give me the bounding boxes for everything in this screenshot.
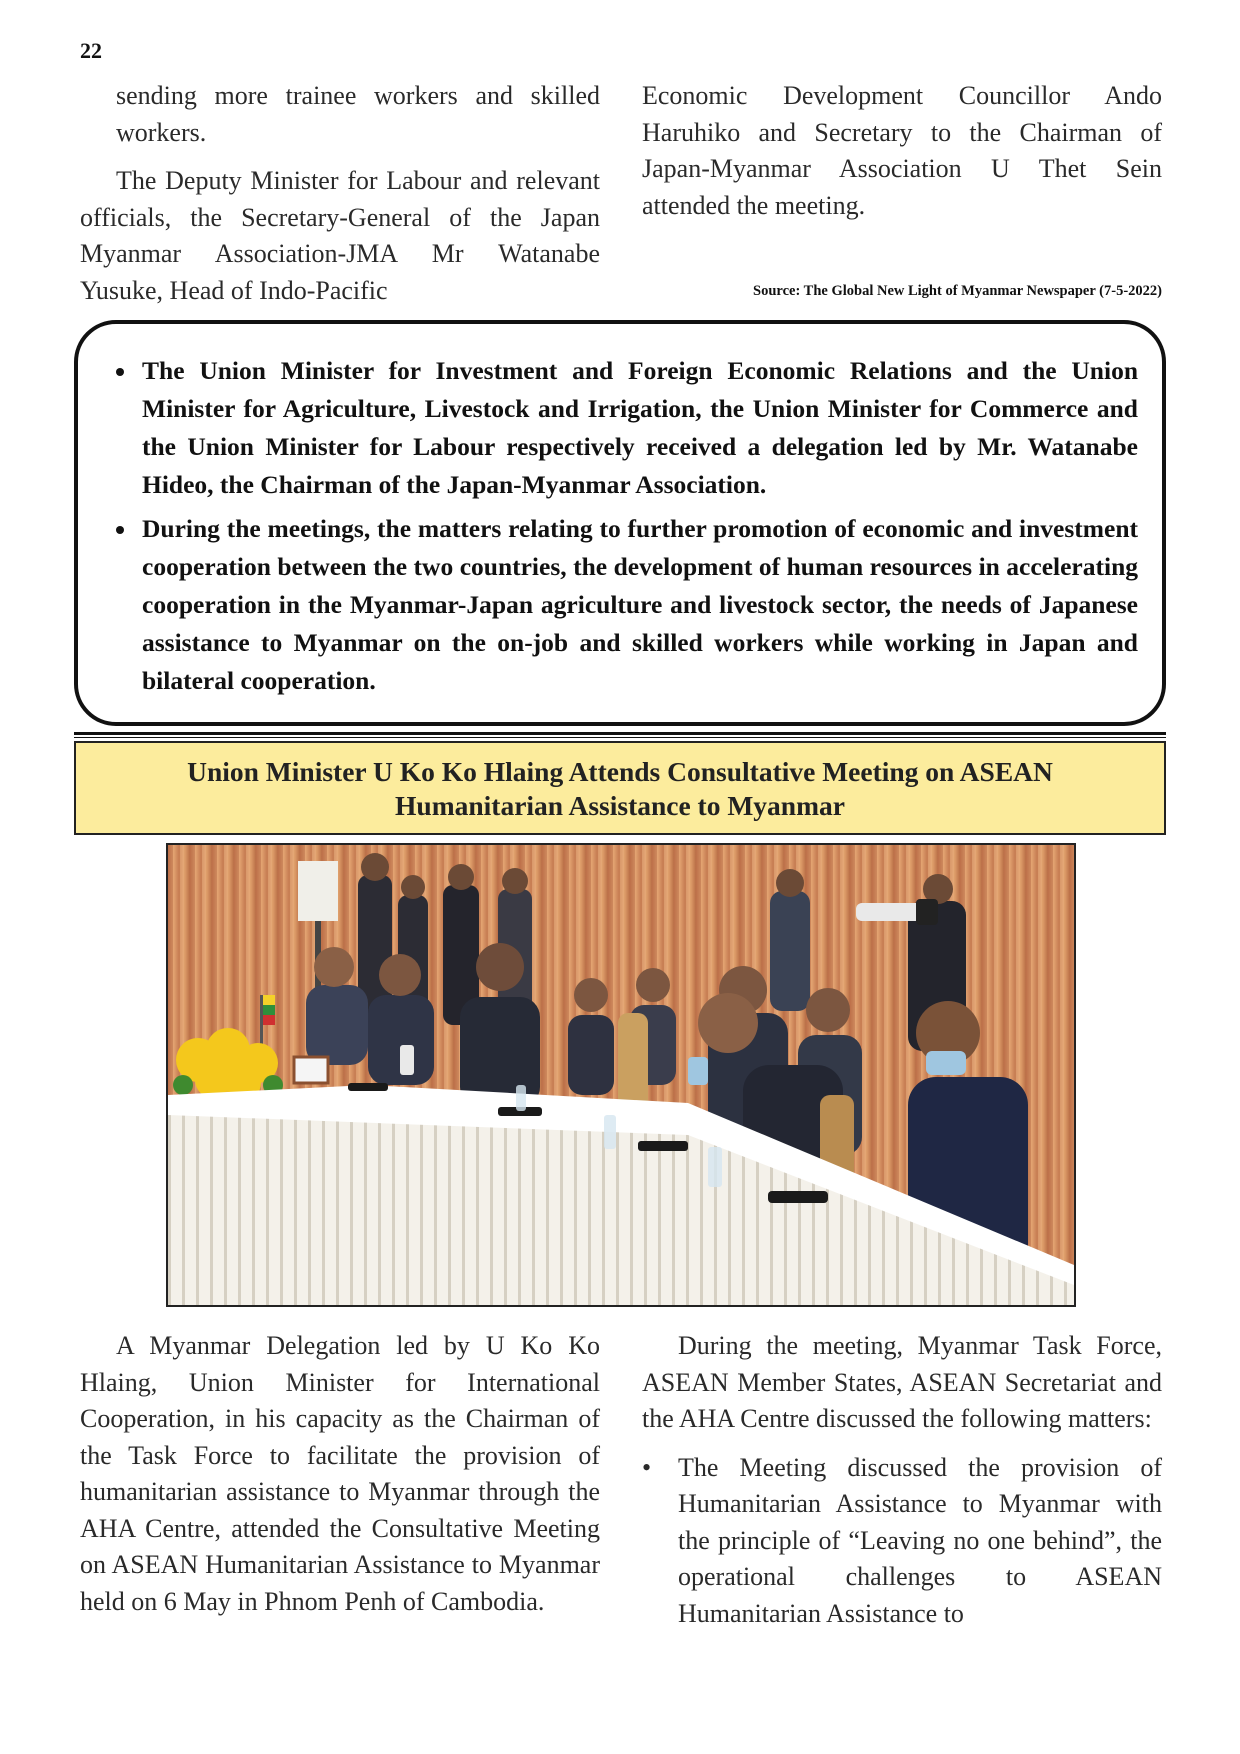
top-right-column <box>642 78 1162 224</box>
matters-bullet-text: The Meeting discussed the provision of Humanitarian Assistance to Myanmar with the principle of “Leaving no one behind”, the operational challenges to ASEAN Humanitarian Assistance to <box>678 1452 1162 1628</box>
page-number: 22 <box>80 38 102 63</box>
summary-bullet: • The Union Minister for Investment and Foreign Economic Relations and the Union Minister for Agriculture, Livestock and Irrigation, the Union Minister for Commerce and the Union Minister for Labour respectively received a delegation led by Mr. Watanabe Hideo, the Chairman of the Japan-Myanmar Association. <box>138 352 1138 504</box>
summary-bullet: • During the meetings, the matters relating to further promotion of economic and investment cooperation between the two countries, the development of human resources in accelerating cooperation in the Myanmar-Japan agriculture and livestock sector, the needs of Japanese assistance to Myanmar on the on-job and skilled workers while working in Japan and bilateral cooperation. <box>138 510 1138 700</box>
meeting-photo-icon <box>168 845 1074 1305</box>
summary-list <box>78 324 1162 700</box>
section-divider-thin <box>74 737 1166 738</box>
matters-bullet <box>642 1450 1162 1633</box>
attendees-paragraph: Economic Development Councillor Ando Haruhiko and Secretary to the Chairman of Japan-Myanmar Association U Thet Sein attended the meeting. <box>642 81 1162 220</box>
continued-paragraph: sending more trainee workers and skilled workers. <box>116 81 600 147</box>
article-headline <box>74 741 1166 835</box>
section-divider <box>74 732 1166 735</box>
bottom-left-column <box>80 1328 600 1620</box>
delegation-paragraph: A Myanmar Delegation led by U Ko Ko Hlaing, Union Minister for International Cooperation, in his capacity as the Chairman of the Task Force to facilitate the provision of humanitarian assistance to Myanmar through the AHA Centre, attended the Consultative Meeting on ASEAN Humanitarian Assistance to Myanmar held on 6 May in Phnom Penh of Cambodia. <box>80 1331 600 1616</box>
meeting-photo <box>166 843 1076 1307</box>
bullet-dot-icon: • <box>642 1452 652 1482</box>
summary-box <box>74 320 1166 726</box>
deputy-minister-paragraph: The Deputy Minister for Labour and relevant officials, the Secretary-General of the Japan Myanmar Association-JMA Mr Watanabe Yusuke, Head of Indo-Pacific <box>80 166 600 305</box>
meeting-paragraph: During the meeting, Myanmar Task Force, ASEAN Member States, ASEAN Secretariat and the AHA Centre discussed the following matters: <box>642 1331 1162 1433</box>
source-credit: Source: The Global New Light of Myanmar Newspaper (7-5-2022) <box>753 283 1162 299</box>
headline-line-2: Humanitarian Assistance to Myanmar <box>395 790 845 821</box>
bottom-right-column <box>642 1328 1162 1632</box>
headline-line-1: Union Minister U Ko Ko Hlaing Attends Consultative Meeting on ASEAN <box>187 756 1053 787</box>
top-left-column <box>80 78 600 309</box>
